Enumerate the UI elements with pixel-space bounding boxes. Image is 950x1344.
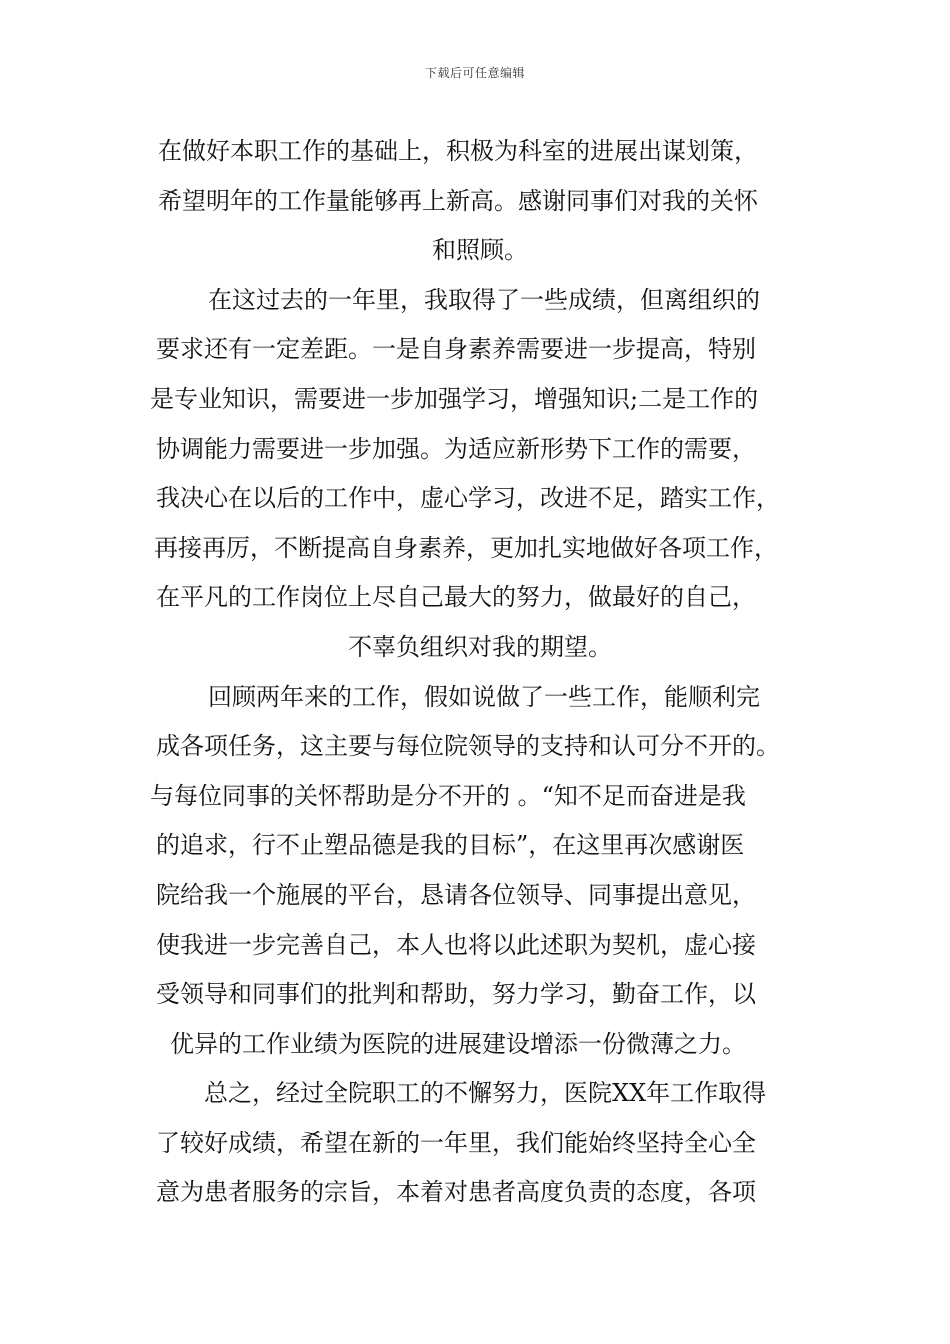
body-line: 总之，经过全院职工的不懈努力，医院XX年工作取得 — [204, 1079, 767, 1108]
body-line: 在这过去的一年里，我取得了一些成绩，但离组织的 — [208, 285, 760, 314]
body-line: 要求还有一定差距。一是自身素养需要进一步提高，特别 — [156, 335, 756, 364]
body-line: 受领导和同事们的批判和帮助，努力学习，勤奋工作，以 — [156, 980, 756, 1009]
body-line: 协调能力需要进一步加强。为适应新形势下工作的需要， — [156, 434, 756, 463]
document-body — [140, 127, 820, 1218]
body-line: 是专业知识，需要进一步加强学习，增强知识;二是工作的 — [150, 384, 759, 413]
body-line: 院给我一个施展的平台，恳请各位领导、同事提出意见， — [156, 880, 756, 909]
body-line: 的追求，行不止塑品德是我的目标”，在这里再次感谢医 — [156, 831, 745, 860]
body-line: 回顾两年来的工作，假如说做了一些工作，能顺利完 — [208, 682, 760, 711]
body-line: 与每位同事的关怀帮助是分不开的 。“知不足而奋进是我 — [150, 781, 746, 810]
body-line: 在做好本职工作的基础上，积极为科室的进展出谋划策， — [158, 137, 758, 165]
body-line: 意为患者服务的宗旨，本着对患者高度负责的态度，各项 — [156, 1178, 756, 1207]
body-line: 成各项任务，这主要与每位院领导的支持和认可分不开的。 — [156, 732, 780, 761]
body-line: 我决心在以后的工作中，虚心学习，改进不足，踏实工作， — [156, 484, 780, 513]
body-line: 了较好成绩，希望在新的一年里，我们能始终坚持全心全 — [156, 1128, 756, 1157]
body-line: 希望明年的工作量能够再上新高。感谢同事们对我的关怀 — [158, 186, 758, 215]
body-line: 在平凡的工作岗位上尽自己最大的努力，做最好的自己， — [156, 583, 756, 612]
body-line: 使我进一步完善自己，本人也将以此述职为契机，虚心接 — [156, 930, 756, 959]
page-header: 下载后可任意编辑 — [424, 66, 525, 80]
body-line: 和照顾。 — [432, 236, 528, 265]
body-line: 再接再厉，不断提高自身素养，更加扎实地做好各项工作， — [154, 533, 778, 562]
body-line: 不辜负组织对我的期望。 — [348, 632, 612, 661]
body-line: 优异的工作业绩为医院的进展建设增添一份微薄之力。 — [170, 1029, 746, 1058]
